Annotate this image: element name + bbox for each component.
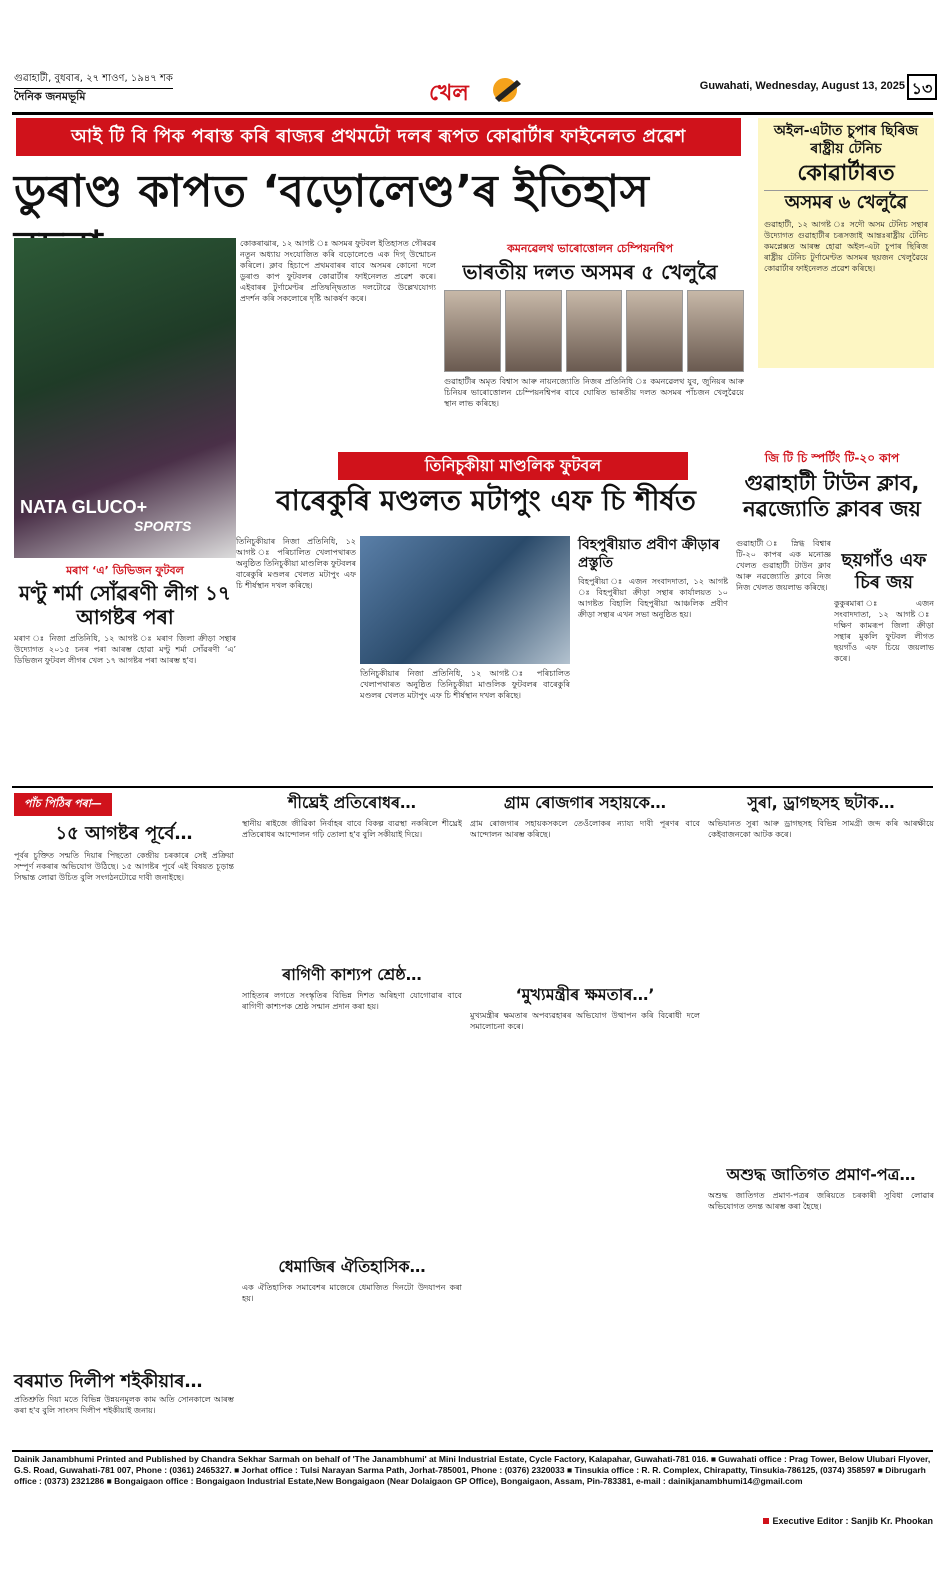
col2-body2: সাহিত্যৰ লগতে সংস্কৃতিৰ বিভিন্ন দিশত অৰিহণা যোগোৱাৰ বাবে ৰাগিণী কাশ্যপক শ্ৰেষ্ঠ সন্মান প্ৰদান কৰা হয়। [242,991,462,1011]
bullet-icon [763,1518,769,1524]
continued-tag: পাঁচ পিঠিৰ পৰা— [14,793,112,816]
section-rule [12,786,933,788]
tinsukia-band: তিনিচুকীয়া মাণ্ডলিক ফুটবল [338,452,688,480]
weightlifting-headline: ভাৰতীয় দলত অসমৰ ৫ খেলুৱৈ [462,260,718,284]
column-2 [242,792,462,1402]
column-4 [708,792,934,1390]
section-logo [425,72,525,108]
lead-body: কোকৰাঝাৰ, ১২ আগষ্ট ঃ অসমৰ ফুটবল ইতিহাসত গৌৰৱৰ নতুন অধ্যায় সংযোজিত কৰি বড়োলেণ্ডে এক দিগ্‌ উন্মোচন কৰিলে। ক্লাব হিচাপে প্ৰথমবাৰৰ বাবে অসমৰ কোনো দলে ডুৰাণ্ড কাপ ফুটবলৰ কোৱাৰ্টাৰ ফাইনেলত প্ৰৱেশ কৰে। এইবাৰৰ টুৰ্ণামেণ্টৰ প্ৰতিদ্বন্দ্বিতাত দলটোৱে উল্লেখযোগ্য প্ৰদৰ্শন কৰি সকলোৰে দৃষ্টি আকৰ্ষণ কৰে। [240,239,436,303]
col2-headline: শীঘ্ৰেই প্ৰতিৰোধৰ… [287,793,417,812]
col3-headline2: ‘মুখ্যমন্ত্ৰীৰ ক্ষমতাৰ…’ [515,985,655,1004]
marang-headline: মণ্টু শৰ্মা সোঁৱৰণী লীগ ১৭ আগষ্টৰ পৰা [19,581,231,629]
tennis-sidebox [758,118,934,368]
tinsukia-body-cont: তিনিচুকীয়াৰ নিজা প্ৰতিনিধি, ১২ আগষ্ট ঃ পৰিচালিত খেলাপথাৰত অনুষ্ঠিত তিনিচুকীয়া মাণ্ডলিক ফুটবলৰ বাৰেকুৰি মণ্ডলৰ খেলত মটাপুং এফ চি শীৰ্ষস্থান দখল কৰিছে। [360,669,570,700]
lead-headline: ডুৰাণ্ড কাপত ‘বড়োলেণ্ড’ৰ ইতিহাস [14,166,650,217]
athlete-photos [444,290,744,372]
athlete-photo [505,290,562,372]
col1-headline: ১৫ আগষ্টৰ পূৰ্বে… [55,823,193,844]
tennis-subhead: অসমৰ ৬ খেলুৱৈ [764,190,928,215]
athlete-photo [444,290,501,372]
col2-body: স্থানীয় ৰাইজে জীৱিকা নিৰ্বাহৰ বাবে বিকল্প ব্যৱস্থা নকৰিলে শীঘ্ৰেই প্ৰতিৰোধৰ আন্দোলন গঢ়ি তোলা হ'ব বুলি সকীয়াই দিয়ে। [242,819,462,839]
lead-photo [14,238,236,558]
page-number: ১৩ [907,74,937,100]
col3-body2: মুখ্যমন্ত্ৰীৰ ক্ষমতাৰ অপব্যৱহাৰৰ অভিযোগ উত্থাপন কৰি বিৰোধী দলে সমালোচনা কৰে। [470,1011,700,1031]
imprint-line: Dainik Janambhumi Printed and Published by Chandra Sekhar Sarmah on behalf of 'The Janambhumi' at Mini Industrial Estate, Cycle Factory, Kalapahar, Guwahati-781 016. ■ Guwahati office : Prag Tower, Below Ulubari Flyover, G.S. Road, Guwahati-781 007, Phone : (0361) 2465327. ■ Jorhat office : Tulsi Narayan Sarma Path, Jorhat-785001, Phone : (0376) 2320033 ■ Tinsukia office : R. R. Complex, Chirapatty, Tinsukia-786125, (0374) 358597 ■ Dibrugarh office : (0373) 2321286 ■ Bongaigaon office : Bongaigaon Industrial Estate,New Bongaigaon (Near Dolaigaon GP Office), Bongaigaon, Assam, Pin-783381, e-mail : dainikjanambhumi14@gmail.com [14,1454,931,1486]
tennis-body: গুৱাহাটী, ১২ আগষ্ট ঃ সদৌ অসম টেনিচ সন্থাৰ উদ্যোগত গুৱাহাটীৰ চৰূসজাই আন্তঃৰাষ্ট্ৰীয় টেনিচ কমপ্লেক্সত আৰম্ভ হোৱা অইল-এটা চুপাৰ ছিৰিজ ৰাষ্ট্ৰীয় টেনিচ টুৰ্ণামেণ্টত অসমৰ ছয়জন খেলুৱৈয়ে কোৱাৰ্টাৰ ফাইনেলত প্ৰৱেশ কৰিছে। [764,220,928,273]
weightlifting-body: গুৱাহাটীৰ অমৃত বিশ্বাস আৰু নায়নজ্যোতি নিজৰ প্ৰতিনিধি ঃ কমনৱেলথ যুব, জুনিয়ৰ আৰু চিনিয়ৰ ভাৰোত্তোলন চেম্পিয়নশ্বিপৰ বাবে ঘোষিত ভাৰতীয় দলত অসমৰ পাঁচজন খেলুৱৈয়ে স্থান লাভ কৰিছে। [444,377,744,408]
weightlifting-head [440,240,740,285]
column-1 [14,792,234,1434]
editor-name: Executive Editor : Sanjib Kr. Phookan [772,1516,933,1526]
bihupuria-story [578,536,728,776]
weightlifting-kicker: কমনৱেলথ ভাৰোত্তোলন চেম্পিয়নশ্বিপ [507,242,673,255]
photo-brand: NATA GLUCO+ [20,497,148,517]
bihupuria-headline: বিহপুৰীয়াত প্ৰবীণ ক্ৰীড়াৰ প্ৰস্তুতি [578,537,720,571]
team-photo [360,536,570,664]
gtc-kicker: জি টি চি স্পৰ্টিং টি-২০ কাপ [764,451,900,465]
tinsukia-headline: বাৰেকুৰি মণ্ডলত মটাপুং এফ চি শীৰ্ষত [276,484,696,517]
col3-body: গ্ৰাম ৰোজগাৰ সহায়কসকলে তেওঁলোকৰ ন্যায্য দাবী পূৰণৰ বাবে আন্দোলন আৰম্ভ কৰিছে। [470,819,700,839]
athlete-photo [626,290,683,372]
athlete-photo [687,290,744,372]
photo-brand2: SPORTS [134,518,192,534]
header-rule [12,112,933,115]
col2-headline3: ধেমাজিৰ ঐতিহাসিক… [278,1257,426,1276]
gtc-body: গুৱাহাটী ঃ স্নিগ্ধ বিশ্বাৰ টি-২০ কাপৰ এক মনোজ্ঞ খেলত গুৱাহাটী টাউন ক্লাব আৰু নৱজ্যোতি ক্লাবে নিজ নিজ খেলত জয়লাভ কৰিছে। [736,539,831,592]
marang-kicker: মৰাণ ‘এ’ ডিভিজন ফুটবল [66,564,184,577]
bihupuria-body: বিহপুৰীয়া ঃ এজন সংবাদদাতা, ১২ আগষ্ট ঃ বিহপুৰীয়া ক্ৰীড়া সন্থাৰ কাৰ্যালয়ত ১০ আগষ্টত বিহালি বিহপুৰীয়া আঞ্চলিক প্ৰবীণ ক্ৰীড়া সন্থাৰ এখন সভা অনুষ্ঠিত হয়। [578,577,728,619]
col2-body3: এক ঐতিহাসিক সমাবেশৰ মাজেৰে ধেমাজিত দিনটো উদযাপন কৰা হয়। [242,1283,462,1303]
chhaygaon-headline: ছয়গাঁও এফ চিৰ জয় [841,550,927,593]
col2-headline2: ৰাগিণী কাশ্যপ শ্ৰেষ্ঠ… [282,965,422,984]
col1-headline2: বৰমাত দিলীপ শইকীয়াৰ… [14,1371,203,1392]
issue-date-en: Guwahati, Wednesday, August 13, 2025 [699,80,905,92]
executive-editor [763,1516,933,1526]
col4-headline: সুৰা, ড্ৰাগছসহ ছটাক… [747,793,895,812]
tennis-kicker: অইল-এটাত চুপাৰ ছিৰিজ ৰাষ্ট্ৰীয় টেনিচ [773,123,919,157]
col4-headline2: অশুদ্ধ জাতিগত প্ৰমাণ-পত্ৰ… [726,1165,916,1184]
athlete-photo [566,290,623,372]
tennis-headline: কোৱাৰ্টাৰত [797,161,895,186]
paper-name: দৈনিক জনমভূমি [14,88,173,104]
col4-body2: অশুদ্ধ জাতিগত প্ৰমাণ-পত্ৰৰ জৰিয়তে চৰকাৰী সুবিধা লোৱাৰ অভিযোগত তদন্ত আৰম্ভ কৰা হৈছে। [708,1191,934,1211]
section-logo-text: খেল [429,81,469,106]
tinsukia-body: তিনিচুকীয়াৰ নিজা প্ৰতিনিধি, ১২ আগষ্ট ঃ পৰিচালিত খেলাপথাৰত অনুষ্ঠিত তিনিচুকীয়া মাণ্ডলিক ফুটবলৰ বাৰেকুৰি মণ্ডলৰ খেলত মটাপুং এফ চি শীৰ্ষস্থান দখল কৰিছে। [236,537,356,590]
col3-headline: গ্ৰাম ৰোজগাৰ সহায়কে… [504,793,666,812]
marang-body: মৰাণ ঃ নিজা প্ৰতিনিধি, ১২ আগষ্ট ঃ মৰাণ জিলা ক্ৰীড়া সন্থাৰ উদ্যোগত ২০১৫ চনৰ পৰা আৰম্ভ হোৱা মণ্টু শৰ্মা সোঁৱৰণী ‘এ’ ডিভিজন ফুটবল লীগৰ খেল ১৭ আগষ্টৰ পৰা আৰম্ভ হ'ব। [14,634,236,665]
chhaygaon-story [834,550,934,778]
col4-body: অভিযানত সুৰা আৰু ড্ৰাগছসহ বিভিন্ন সামগ্ৰী জব্দ কৰি আৰক্ষীয়ে কেইবাজনকো আটক কৰে। [708,819,934,839]
masthead-left [14,72,173,104]
col1-body2: প্ৰতিশ্ৰুতি দিয়া মতে বিভিন্ন উন্নয়নমূলক কাম অতি সোনকালে আৰম্ভ কৰা হ'ব বুলি সাংসদ দিলীপ শইকীয়াই জনায়। [14,1395,234,1415]
issue-date: গুৱাহাটী, বুধবাৰ, ২৭ শাওণ, ১৯৪৭ শক [14,73,173,84]
lead-banner: আই টি বি পিক পৰাস্ত কৰি ৰাজ্যৰ প্ৰথমটো দলৰ ৰূপত কোৱাৰ্টাৰ ফাইনেলত প্ৰৱেশ [16,118,741,156]
footer-rule [12,1450,933,1452]
col1-body: পূৰ্বৰ চুক্তিত সন্মতি দিয়াৰ পিছতো কেন্দ্ৰীয় চৰকাৰে সেই প্ৰক্ৰিয়া সম্পূৰ্ণ নকৰাৰ অভিযোগ উঠিছে। ১৫ আগষ্টৰ পূৰ্বে এই বিষয়ত চূড়ান্ত সিদ্ধান্ত লোৱা উচিত বুলি সংগঠনটোৱে দাবী জনাইছে। [14,851,234,882]
gtc-headline: গুৱাহাটী টাউন ক্লাব, নৱজ্যোতি ক্লাবৰ জয় [743,471,921,521]
column-3 [470,792,700,1430]
gtc-story [730,450,934,522]
chhaygaon-body: কুকুৰমাৰা ঃ এজন সংবাদদাতা, ১২ আগষ্ট ঃ দক্ষিণ কামৰূপ জিলা ক্ৰীড়া সন্থাৰ মুকলি ফুটবল লীগত ছয়গাঁও এফ চিয়ে জয়লাভ কৰে। [834,599,934,663]
marang-story [14,562,236,773]
